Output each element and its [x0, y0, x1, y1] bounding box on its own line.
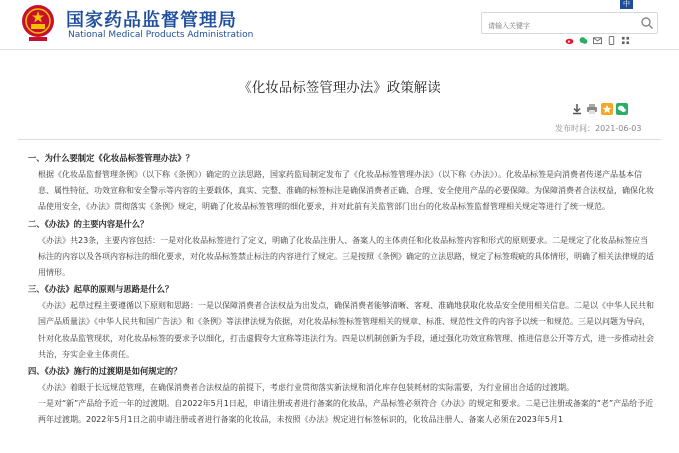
- phone-icon[interactable]: [607, 36, 616, 45]
- grid-icon[interactable]: [621, 36, 630, 45]
- section-paragraph: 一是对“新”产品给予近一年的过渡期。自2022年5月1日起，申请注册或者进行备案的化妆品，产品标签必须符合《办法》的规定和要求。二是已注册或备案的“老”产品给予近两年过渡期。2022年5月1日之前申请注册或者进行备案的化妆品，未按照《办法》规定进行标签标识的，化妆品注册人、备案人必须在2023年5月1: [38, 399, 654, 425]
- section-heading: 四、《办法》施行的过渡期是如何规定的？: [28, 366, 182, 377]
- publish-date: 发布时间：2021-06-03: [555, 124, 642, 133]
- search-input[interactable]: [488, 17, 628, 35]
- article-title: 《化妆品标签管理办法》政策解读: [238, 80, 441, 96]
- language-toggle[interactable]: 中: [620, 0, 633, 9]
- article-body: [28, 150, 654, 429]
- org-name-cn[interactable]: 国家药品监督管理局: [66, 10, 237, 31]
- section-heading: 三、《办法》起草的原则与思路是什么？: [28, 284, 174, 295]
- section-paragraph: 根据《化妆品监督管理条例》（以下称《条例》）确定的立法思路，国家药监局制定发布了《化妆品标签管理办法》（以下称《办法》）。化妆品标签是向消费者传递产品基本信息、属性特征、功效宣称和安全警示等内容的主要载体，真实、完整、准确的标签标注是确保消费者正确、合理、安全使用产品的必要保障。为保障消费者合法权益，确保化妆品使用安全，《办法》贯彻落实《条例》规定，明确了化妆品标签管理的细化要求，并对此前有关监管部门出台的化妆品标签监督管理相关规定等进行了统一规范。: [38, 170, 654, 212]
- mail-icon[interactable]: [593, 36, 602, 45]
- site-header: [0, 0, 679, 50]
- section-paragraph: 《办法》起草过程主要遵循以下原则和思路：一是以保障消费者合法权益为出发点，确保消费者能够清晰、客观、准确地获取化妆品安全使用相关信息。二是以《中华人民共和国产品质量法》《中华人民共和国广告法》和《条例》等法律法规为依据，对化妆品标签标签管理相关的规章、标准、规范性文件的内容予以统一和规范。三是以问题为导向，针对化妆品监管现状，对化妆品标签的要求予以细化，打击虚假夸大宣称等违法行为。四是以机制创新为手段，通过强化功效宣称管理、推进信息公开等方式，进一步推动社会共治，夯实企业主体责任。: [38, 301, 654, 359]
- section-paragraph: 《办法》共23条，主要内容包括：一是对化妆品标签进行了定义，明确了化妆品注册人、备案人的主体责任和化妆品标签内容和形式的原则要求。二是规定了化妆品标签应当标注的内容以及各项内容标注的细化要求，对化妆品标签禁止标注的内容进行了规定。三是按照《条例》确定的立法思路，规定了标签瑕疵的具体情形，明确了相关法律规的适用情形。: [38, 235, 654, 278]
- section-heading: 二、《办法》的主要内容是什么？: [28, 218, 149, 229]
- header-divider: [0, 49, 679, 50]
- article-tools: [571, 103, 628, 115]
- wechat-share-icon[interactable]: [616, 103, 628, 115]
- share-icon[interactable]: [601, 103, 613, 115]
- social-links: [565, 36, 630, 45]
- title-divider: [18, 139, 661, 140]
- section-paragraph: 《办法》着眼于长远规范管理，在确保消费者合法权益的前提下，考虑行业贯彻落实新法规和消化库存包装耗材的实际需要，为行业留出合适的过渡期。: [38, 383, 574, 393]
- print-icon[interactable]: [586, 103, 598, 115]
- download-icon[interactable]: [571, 103, 583, 115]
- wechat-icon[interactable]: [579, 36, 588, 45]
- section-heading: 一、为什么要制定《化妆品标签管理办法》？: [28, 153, 194, 163]
- search-icon[interactable]: [640, 16, 654, 30]
- weibo-icon[interactable]: [565, 36, 574, 45]
- national-emblem-icon[interactable]: [20, 3, 56, 43]
- org-name-en[interactable]: National Medical Products Administration: [68, 30, 254, 40]
- search-box: [481, 12, 658, 34]
